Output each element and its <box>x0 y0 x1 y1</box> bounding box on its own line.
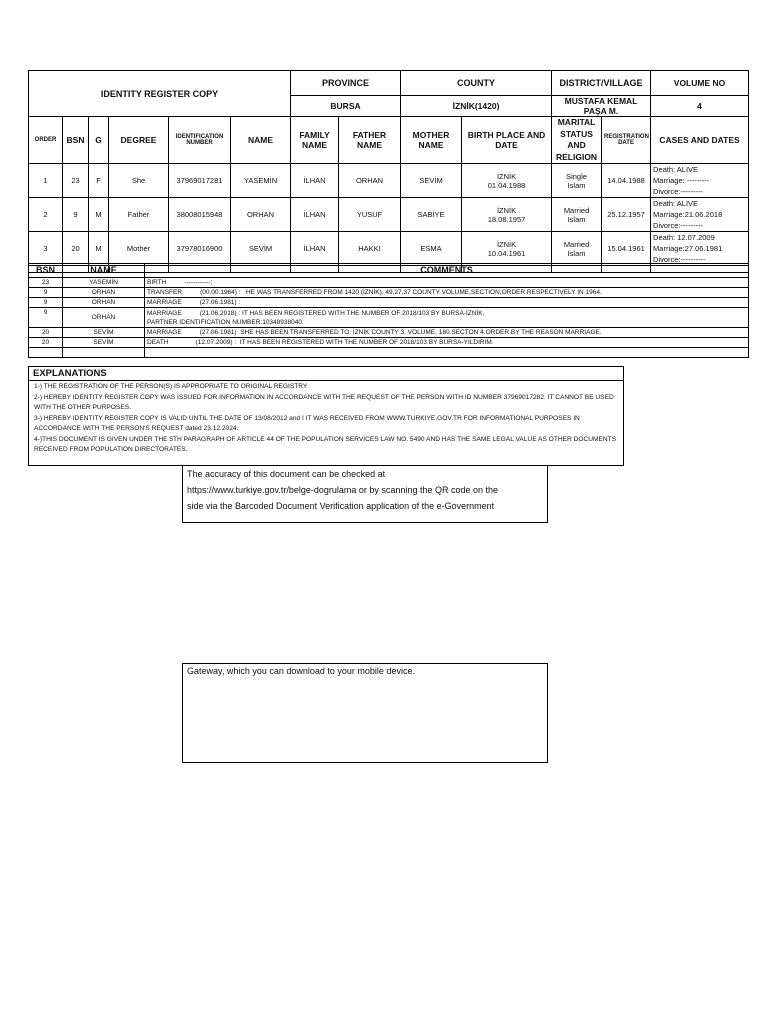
document-title: IDENTITY REGISTER COPY <box>29 71 291 117</box>
county-value: İZNİK(1420) <box>401 96 552 117</box>
row-bsn: 23 <box>63 164 89 198</box>
case-marriage: Marriage: --------- <box>653 176 710 185</box>
col-cases: CASES AND DATES <box>651 117 749 164</box>
explanation-item: 2-) HEREBY IDENTITY REGISTER COPY WAS ISSUED FOR INFORMATION IN ACCORDANCE WITH THE REQUEST OF THE PERSON WITH ID NUMBER 37969017282. IT CANNOT BE USED WITH THE OTHER PURPOSES. <box>34 393 614 411</box>
birth-date: 10.04.1961 <box>487 248 526 258</box>
explanation-item: 1-) THE REGISTRATION OF THE PERSON(S) IS APPROPRIATE TO ORIGINAL REGISTRY <box>34 383 308 390</box>
comments-table <box>28 263 749 358</box>
comment-text: BIRTH ------------; <box>145 278 749 288</box>
row-registration-date: 14.04.1988 <box>602 164 651 198</box>
comment-row <box>29 338 749 348</box>
row-birth <box>462 232 552 266</box>
comment-name: ORHAN <box>63 308 145 328</box>
case-divorce: Divorce:---------- <box>653 255 706 264</box>
col-g: G <box>89 117 109 164</box>
row-cases <box>651 198 749 232</box>
birth-place: İZNİK <box>496 205 517 215</box>
verification-note <box>182 466 548 523</box>
district-label: DISTRICT/VILLAGE <box>552 71 651 96</box>
volume-label: VOLUME NO <box>651 71 749 96</box>
col-father-name: FATHER NAME <box>339 117 401 164</box>
comment-bsn: 9 <box>29 308 63 328</box>
comments-col-name: NAME <box>63 264 145 278</box>
explanation-item: 3-) HEREBY IDENTITY REGISTER COPY IS VALID UNTIL THE DATE OF 13/08/2012 and I IT WAS RECEIVED FROM WWW.TURKIYE.GOV.TR FOR INFORMATIONAL PURPOSES IN ACCORDANCE WITH THE PERSON'S REQUEST dated 23.12.2024. <box>34 414 580 432</box>
case-divorce: Divorce:--------- <box>653 221 704 230</box>
comment-text-line: MARRIAGE (21.06.2018) : IT HAS BEEN REGISTERED WITH THE NUMBER OF 2018/103 BY BURSA-İZNİK. <box>147 309 485 317</box>
case-divorce: Divorce:--------- <box>653 187 704 196</box>
row-name: SEVİM <box>231 232 291 266</box>
row-degree: Father <box>109 198 169 232</box>
row-order: 3 <box>29 232 63 266</box>
comment-row <box>29 328 749 338</box>
comments-col-bsn: BSN <box>29 264 63 278</box>
comment-text-line: PARTNER IDENTIFICATION NUMBER:10348938040. <box>147 318 304 326</box>
verification-link-line: https://www.turkiye.gov.tr/belge-dogrulama or by scanning the QR code on the <box>187 485 498 495</box>
case-death: Death: 12.07.2009 <box>653 233 715 242</box>
case-marriage: Marriage:21.06.2018 <box>653 210 723 219</box>
province-label: PROVINCE <box>291 71 401 96</box>
table-row <box>29 164 749 198</box>
row-gender: M <box>89 198 109 232</box>
case-death: Death: ALIVE <box>653 165 699 174</box>
col-degree: DEGREE <box>109 117 169 164</box>
county-label: COUNTY <box>401 71 552 96</box>
comment-text: DEATH (12.07.2009) : IT HAS BEEN REGISTERED WITH THE NUMBER OF 2018/103 BY BURSA-YILDIRIM. <box>145 338 749 348</box>
marital-status: Married <box>563 239 590 249</box>
row-order: 1 <box>29 164 63 198</box>
comment-row <box>29 278 749 288</box>
case-death: Death: ALIVE <box>653 199 699 208</box>
row-birth <box>462 198 552 232</box>
row-father-name: ORHAN <box>339 164 401 198</box>
gateway-text: Gateway, which you can download to your mobile device. <box>187 666 415 676</box>
comment-row <box>29 298 749 308</box>
comment-row <box>29 288 749 298</box>
row-marital <box>552 164 602 198</box>
row-family-name: İLHAN <box>291 164 339 198</box>
province-value: BURSA <box>291 96 401 117</box>
comment-bsn: 20 <box>29 338 63 348</box>
comment-name: YASEMİN <box>63 278 145 288</box>
row-marital <box>552 232 602 266</box>
row-father-name: YUSUF <box>339 198 401 232</box>
row-gender: F <box>89 164 109 198</box>
gateway-note <box>182 663 548 763</box>
col-family-name: FAMILY NAME <box>291 117 339 164</box>
volume-value: 4 <box>651 96 749 117</box>
birth-place: İZNİK <box>496 239 517 249</box>
row-registration-date: 15.04.1961 <box>602 232 651 266</box>
birth-date: 18.08.1957 <box>487 214 526 224</box>
comment-bsn: 23 <box>29 278 63 288</box>
row-order: 2 <box>29 198 63 232</box>
row-family-name: İLHAN <box>291 232 339 266</box>
row-registration-date: 25.12.1957 <box>602 198 651 232</box>
row-cases <box>651 232 749 266</box>
explanations-body <box>29 381 623 457</box>
comment-row <box>29 308 749 328</box>
row-name: YASEMİN <box>231 164 291 198</box>
comment-bsn: 9 <box>29 298 63 308</box>
row-id-number: 38008015948 <box>169 198 231 232</box>
row-father-name: HAKKI <box>339 232 401 266</box>
birth-place: İZNİK <box>496 171 517 181</box>
religion: Islam <box>567 180 586 190</box>
comments-col-comments: COMMENTS <box>145 264 749 278</box>
religion: Islam <box>567 248 586 258</box>
comment-text: MARRIAGE (27.06.1981) : <box>145 298 749 308</box>
row-name: ORHAN <box>231 198 291 232</box>
explanations-title: EXPLANATIONS <box>29 367 623 381</box>
row-id-number: 37978016900 <box>169 232 231 266</box>
row-bsn: 9 <box>63 198 89 232</box>
comment-text: MARRIAGE (27.06.1981) SHE HAS BEEN TRANSFERRED TO İZNİK COUNTY 3. VOLUME, 180.SECTON 4.ORDER BY THE REASON MARRIAGE. <box>145 328 749 338</box>
row-id-number: 37969017281 <box>169 164 231 198</box>
comment-text <box>145 308 749 328</box>
row-mother-name: SABİYE <box>401 198 462 232</box>
row-mother-name: ESMA <box>401 232 462 266</box>
table-row <box>29 198 749 232</box>
table-row <box>29 232 749 266</box>
comment-bsn: 9 <box>29 288 63 298</box>
row-degree: Mother <box>109 232 169 266</box>
comment-bsn: 20 <box>29 328 63 338</box>
col-marital: MARITAL STATUS AND RELIGION <box>552 117 602 164</box>
row-family-name: İLHAN <box>291 198 339 232</box>
row-mother-name: SEVİM <box>401 164 462 198</box>
col-birth: BIRTH PLACE AND DATE <box>462 117 552 164</box>
empty-row <box>29 348 749 358</box>
marital-status: Married <box>563 205 590 215</box>
comment-text: TRANSFER (00.00.1964) : HE WAS TRANSFERRED FROM 1420 (İZNİK), 49,27,37 COUNTY VOLUME,SECTION,ORDER RESPECTIVELY IN 1964. <box>145 288 749 298</box>
col-order: ORDER <box>29 117 63 164</box>
row-degree: She <box>109 164 169 198</box>
row-gender: M <box>89 232 109 266</box>
row-cases <box>651 164 749 198</box>
explanation-item: 4-)THIS DOCUMENT IS GIVEN UNDER THE 5TH PARAGRAPH OF ARTICLE 44 OF THE POPULATION SERVICES LAW NO. 5490 AND HAS THE SAME LEGAL VALUE AS OTHER DOCUMENTS RECEIVED FROM POPULATION DIRECTORATES. <box>34 435 617 453</box>
comment-name: SEVİM <box>63 328 145 338</box>
comment-name: ORHAN <box>63 288 145 298</box>
case-marriage: Marriage:27.06.1981 <box>653 244 723 253</box>
col-id-number: IDENTIFICATION NUMBER <box>169 117 231 164</box>
birth-date: 01.04.1988 <box>487 180 526 190</box>
verification-line: The accuracy of this document can be checked at <box>187 469 386 479</box>
row-marital <box>552 198 602 232</box>
verification-line: side via the Barcoded Document Verification application of the e-Government <box>187 501 495 511</box>
comment-name: SEVİM <box>63 338 145 348</box>
row-bsn: 20 <box>63 232 89 266</box>
identity-register-table <box>28 70 749 273</box>
marital-status: Single <box>566 171 587 181</box>
explanations-box <box>28 366 624 466</box>
col-name: NAME <box>231 117 291 164</box>
district-value: MUSTAFA KEMAL PAŞA M. <box>552 96 651 117</box>
religion: Islam <box>567 214 586 224</box>
comment-name: ORHAN <box>63 298 145 308</box>
row-birth <box>462 164 552 198</box>
col-mother-name: MOTHER NAME <box>401 117 462 164</box>
col-bsn: BSN <box>63 117 89 164</box>
col-registration-date: REGISTRATION DATE <box>602 117 651 164</box>
